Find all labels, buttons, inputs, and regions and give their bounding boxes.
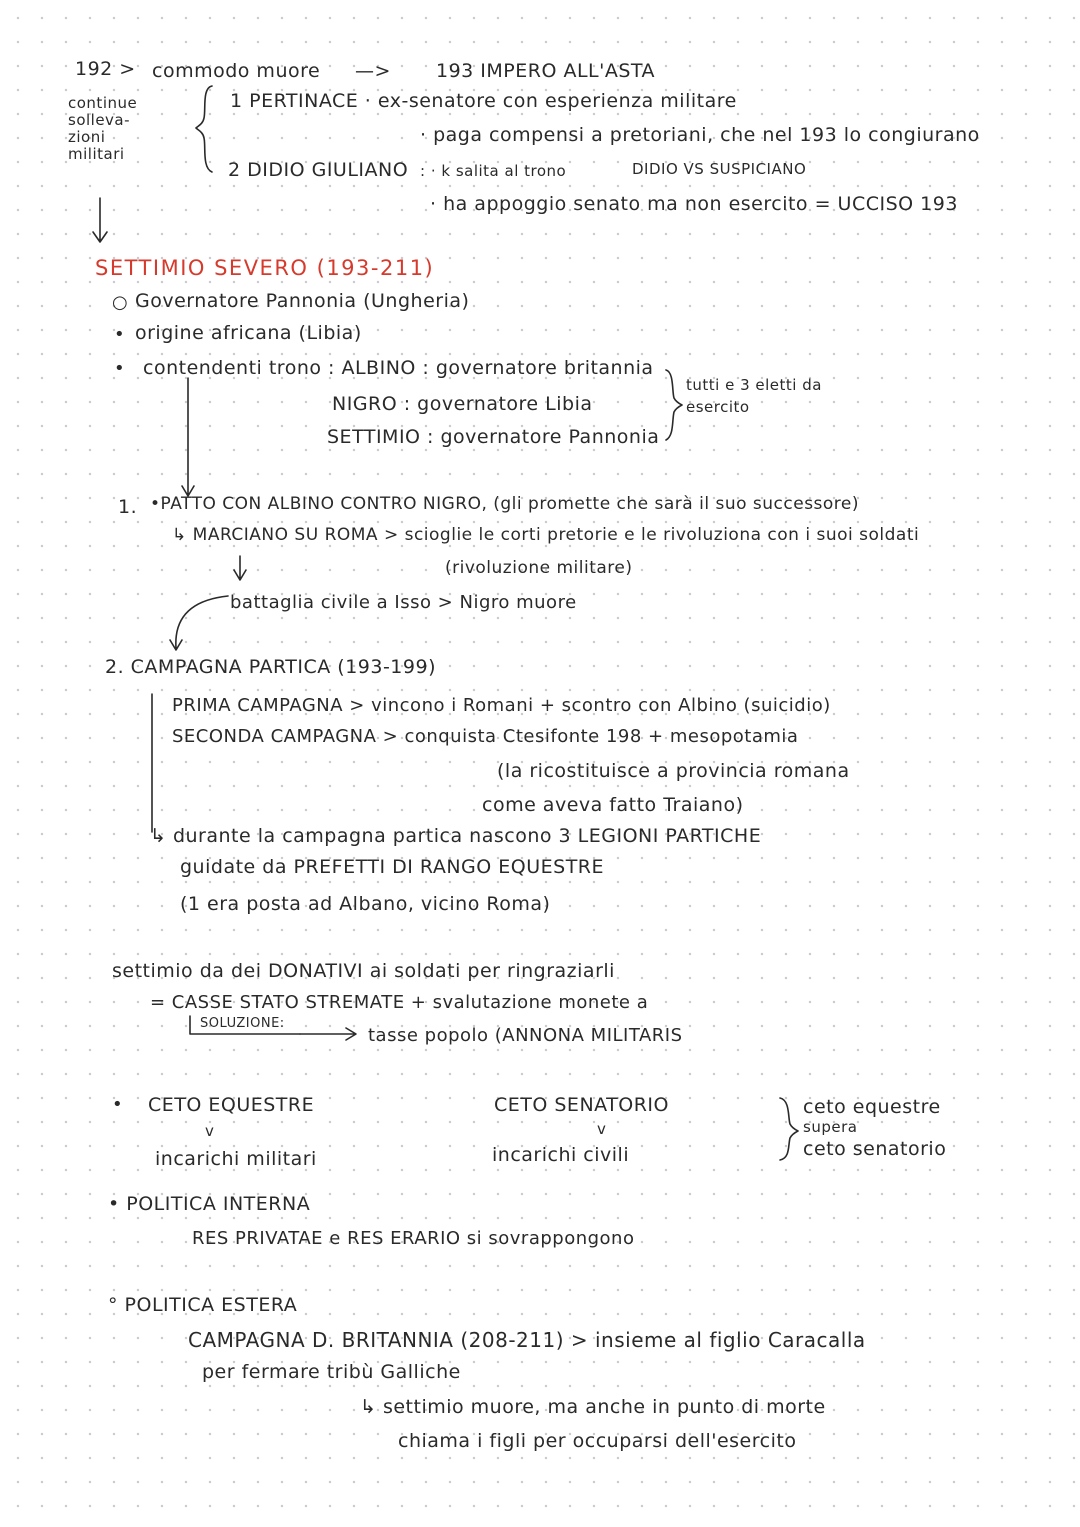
ricostituisce: (la ricostituisce a provincia romana (497, 760, 850, 782)
ceto-equestre-result: ceto equestre (803, 1096, 941, 1118)
durante-campagna: ↳ durante la campagna partica nascono 3 LEGIONI PARTICHE (150, 825, 762, 847)
settimio-muore: ↳ settimio muore, ma anche in punto di morte (360, 1396, 826, 1418)
tutti-eletti-1: tutti e 3 eletti da (686, 376, 822, 394)
continue-note-1: continue (68, 94, 138, 112)
commodo-muore: commodo muore (152, 60, 321, 82)
point-1-number: 1. (118, 496, 138, 518)
incarichi-civili: incarichi civili (492, 1144, 630, 1166)
res-privatae: RES PRIVATAE e RES ERARIO si sovrappongono (192, 1228, 635, 1249)
didio-vs-suspiciano: DIDIO VS SUSPICIANO (632, 160, 807, 178)
origine-africana: origine africana (Libia) (135, 322, 362, 344)
brace-contendenti (666, 370, 682, 440)
era-posta-albano: (1 era posta ad Albano, vicino Roma) (180, 893, 551, 915)
ceto-senatorio: CETO SENATORIO (494, 1094, 669, 1116)
donativi-line: settimio da dei DONATIVI ai soldati per ringraziarli (112, 960, 615, 982)
politica-estera-title: ° POLITICA ESTERA (108, 1294, 298, 1316)
soluzione-label: SOLUZIONE: (200, 1016, 285, 1031)
supera: supera (803, 1118, 858, 1136)
governatore-pannonia: Governatore Pannonia (Ungheria) (135, 290, 470, 312)
year-192: 192 > (75, 58, 136, 80)
patto-albino: •PATTO CON ALBINO CONTRO NIGRO, (gli promette che sarà il suo successore) (150, 494, 860, 514)
politica-interna-title: • POLITICA INTERNA (108, 1193, 311, 1215)
continue-note-4: militari (68, 145, 125, 163)
arrow-soluzione (300, 1028, 356, 1040)
nigro-governatore: NIGRO : governatore Libia (332, 393, 593, 415)
contendenti-trono: contendenti trono : ALBINO : governatore britannia (143, 357, 654, 379)
didio-giuliano: 2 DIDIO GIULIANO (228, 159, 409, 181)
settimio-title: SETTIMIO SEVERO (193-211) (95, 256, 435, 280)
salita-trono: : · k salita al trono (420, 162, 567, 180)
pertinace-line: 1 PERTINACE · ex-senatore con esperienza militare (230, 90, 737, 112)
casse-stato: = CASSE STATO STREMATE + svalutazione monete a (150, 992, 649, 1013)
settimio-governatore: SETTIMIO : governatore Pannonia (327, 426, 660, 448)
chiama-figli: chiama i figli per occuparsi dell'esercito (398, 1430, 797, 1452)
seconda-campagna: SECONDA CAMPAGNA > conquista Ctesifonte 198 + mesopotamia (172, 726, 799, 747)
continue-note-2: solleva- (68, 111, 131, 129)
bullet: • (112, 1094, 123, 1115)
incarichi-militari: incarichi militari (155, 1148, 317, 1170)
brace-ceti (780, 1098, 798, 1160)
bullet: ○ (112, 292, 128, 313)
bullet: • (114, 324, 125, 345)
tasse-annona: tasse popolo (ANNONA MILITARIS (368, 1025, 683, 1046)
curve-to-campagna (170, 596, 228, 650)
ceto-equestre-arrow: v (205, 1122, 215, 1140)
rivoluzione-militare: (rivoluzione militare) (445, 558, 633, 578)
pretoriani-line: · paga compensi a pretoriani, che nel 193 lo congiurano (420, 124, 980, 146)
ceto-senatorio-arrow: v (597, 1120, 607, 1138)
ceto-senatorio-result: ceto senatorio (803, 1138, 947, 1160)
campagna-partica-title: 2. CAMPAGNA PARTICA (193-199) (105, 656, 436, 678)
continue-note-3: zioni (68, 128, 106, 146)
bullet: • (114, 358, 125, 379)
appoggio-senato: · ha appoggio senato ma non esercito = UCCISO 193 (430, 193, 958, 215)
brace-continue (196, 86, 212, 172)
tutti-eletti-2: esercito (686, 398, 750, 416)
ceto-equestre: CETO EQUESTRE (148, 1094, 315, 1116)
guidate-prefetti: guidate da PREFETTI DI RANGO EQUESTRE (180, 856, 605, 878)
fermare-tribu: per fermare tribù Galliche (202, 1361, 461, 1383)
line-contendenti-to-patto (182, 378, 194, 496)
campagna-britannia: CAMPAGNA D. BRITANNIA (208-211) > insieme al figlio Caracalla (188, 1328, 866, 1352)
impero-asta: 193 IMPERO ALL'ASTA (436, 60, 656, 82)
arrow-right-icon: —> (355, 60, 391, 82)
arrow-marciano-down (234, 556, 246, 580)
come-traiano: come aveva fatto Traiano) (482, 794, 744, 816)
marciano-roma: ↳ MARCIANO SU ROMA > scioglie le corti pretorie e le rivoluziona con i suoi soldati (172, 525, 920, 545)
arrow-down-settimio (93, 198, 107, 242)
battaglia-isso: battaglia civile a Isso > Nigro muore (230, 592, 577, 613)
prima-campagna: PRIMA CAMPAGNA > vincono i Romani + scontro con Albino (suicidio) (172, 695, 831, 716)
